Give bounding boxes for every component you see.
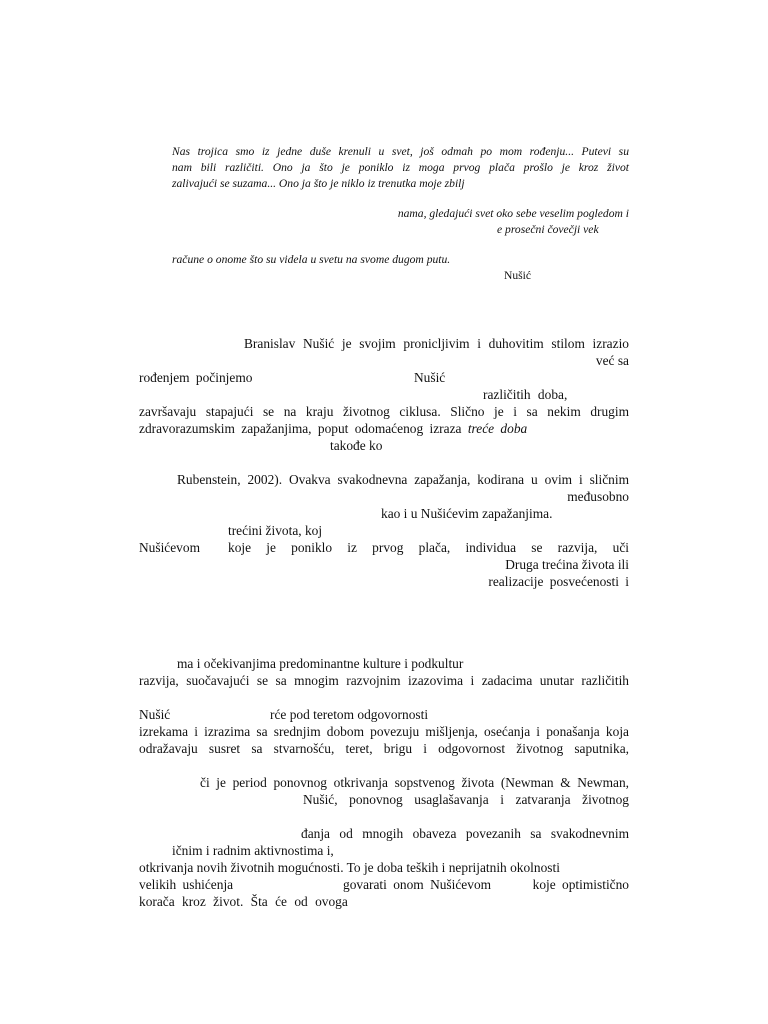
body-line: Rubenstein, 2002). Ovakva svakodnevna zapažanja, kodirana u ovim i sličnim xyxy=(177,472,629,487)
body-line: Nušićevom xyxy=(139,540,200,555)
body-line: takođe ko xyxy=(330,438,383,453)
body-line: različitih doba, xyxy=(483,387,568,402)
epigraph-line: nama, gledajući svet oko sebe veselim pogledom i xyxy=(397,207,629,220)
body-line xyxy=(139,420,527,437)
body-line: Nušić xyxy=(414,370,446,385)
epigraph-line: Nas trojica smo iz jedne duše krenuli u svet, još odmah po mom rođenju... Putevi su xyxy=(172,145,629,158)
body-line: či je period ponovnog otkrivanja sopstvenog života (Newman & Newman, xyxy=(200,775,629,790)
epigraph-line: zalivajući se suzama... Ono ja što je niklo iz trenutka moje zbilj xyxy=(172,177,465,190)
body-line: Nušić xyxy=(139,707,171,722)
body-line: Druga trećina života ili xyxy=(505,557,629,572)
body-line: odražavaju susret sa stvarnošću, teret, brigu i odgovornost životnog saputnika, xyxy=(139,741,629,756)
body-line: rođenjem počinjemo xyxy=(139,370,253,385)
epigraph-line: račune o onome što su videla u svetu na svome dugom putu. xyxy=(172,253,451,266)
body-line: već sa xyxy=(595,353,629,368)
body-line: koje optimistično xyxy=(532,877,629,892)
body-line: velikih ushićenja xyxy=(139,877,234,892)
body-line: rće pod teretom odgovornosti xyxy=(270,707,429,722)
body-text: zdravorazumskim zapažanjima, poput odomaćenog izraza xyxy=(139,421,468,436)
body-line: ičnim i radnim aktivnostima i, xyxy=(172,843,334,858)
body-line: izrekama i izrazima sa srednjim dobom povezuju mišljenja, osećanja i ponašanja koja xyxy=(139,724,629,739)
emphasis-text: treće doba xyxy=(467,421,528,436)
body-line: govarati onom Nušićevom xyxy=(343,877,492,892)
body-line: međusobno xyxy=(567,489,629,504)
body-line: razvija, suočavajući se sa mnogim razvojnim izazovima i zadacima unutar različitih xyxy=(139,673,629,688)
body-line: korača kroz život. Šta će od ovoga xyxy=(139,894,348,909)
epigraph-line: nam bili različiti. Ono ja što je poniklo iz moga prvog plača prošlo je kroz život xyxy=(172,161,629,174)
epigraph-author: Nušić xyxy=(504,269,532,282)
body-line: trećini života, koj xyxy=(228,523,323,538)
body-line: otkrivanja novih životnih mogućnosti. To je doba teških i neprijatnih okolnosti xyxy=(139,860,560,875)
epigraph-line: e prosečni čovečji vek xyxy=(497,223,599,236)
body-line: završavaju stapajući se na kraju životnog ciklusa. Slično je i sa nekim drugim xyxy=(139,404,629,419)
body-line: Nušić, ponovnog usaglašavanja i zatvaranja životnog xyxy=(303,792,629,807)
body-line: koje je poniklo iz prvog plača, individua se razvija, uči xyxy=(228,540,629,555)
body-line: kao i u Nušićevim zapažanjima. xyxy=(381,506,553,521)
body-line: Branislav Nušić je svojim pronicljivim i duhovitim stilom izrazio xyxy=(244,336,629,351)
body-line: đanja od mnogih obaveza povezanih sa svakodnevnim xyxy=(301,826,629,841)
body-line: realizacije posvećenosti i xyxy=(488,574,629,589)
body-line: ma i očekivanjima predominantne kulture i podkultur xyxy=(177,656,464,671)
